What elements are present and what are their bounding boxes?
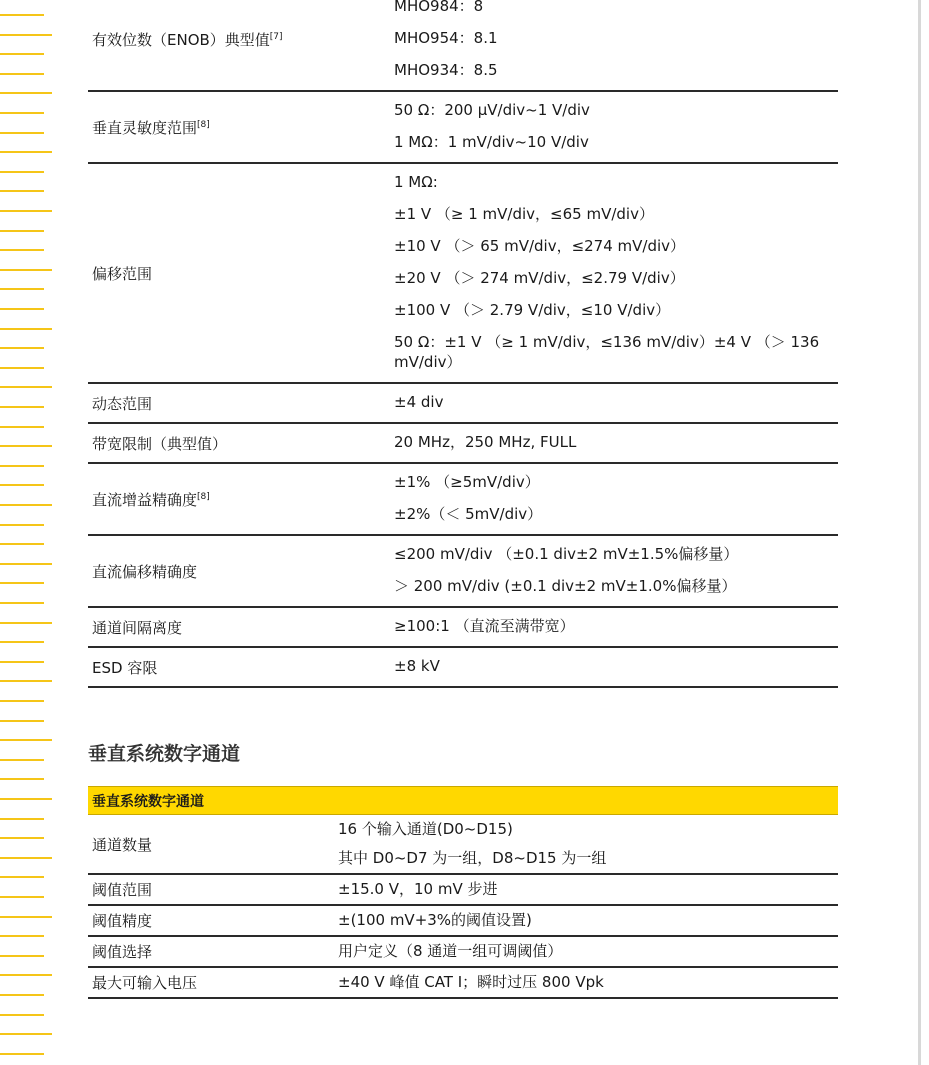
spec-name-text: 通道间隔离度: [92, 618, 183, 637]
table-row: [88, 423, 838, 463]
spec-name: [88, 815, 338, 875]
spec-name-text: 阈值选择: [92, 943, 153, 961]
footnote-ref: [8]: [197, 119, 210, 130]
spec-name-text: 偏移范围: [92, 264, 153, 283]
spec-name: [88, 91, 394, 163]
table-row: [88, 607, 838, 647]
spec-value: [338, 905, 838, 936]
spec-value: [338, 967, 838, 998]
spec-value-line: ±2%（＜ 5mV/div）: [394, 505, 543, 523]
spec-value-line: MHO934：8.5: [394, 61, 498, 79]
table-row: [88, 0, 838, 91]
spec-value-line: ≥100:1 （直流至满带宽）: [394, 617, 575, 635]
page-edge-line: [918, 0, 921, 1065]
spec-value-line: 16 个输入通道(D0~D15): [338, 820, 513, 838]
table-row: [88, 535, 838, 607]
table-header: 垂直系统数字通道: [88, 787, 838, 815]
spec-name: [88, 647, 394, 687]
spec-value-line: 用户定义（8 通道一组可调阈值）: [338, 942, 563, 960]
spec-name-text: 直流增益精确度: [92, 490, 198, 509]
spec-name-text: 最大可输入电压: [92, 974, 198, 992]
spec-value-line: ≤200 mV/div （±0.1 div±2 mV±1.5%偏移量）: [394, 545, 739, 563]
spec-value: [394, 383, 838, 423]
spec-name: [88, 0, 394, 91]
spec-name: [88, 423, 394, 463]
section-title: 垂直系统数字通道: [88, 743, 241, 765]
spec-name-text: 有效位数（ENOB）典型值: [92, 30, 270, 49]
spec-value-line: ±20 V （＞ 274 mV/div，≤2.79 V/div）: [394, 269, 685, 287]
spec-name: [88, 936, 338, 967]
spec-value-line: ±40 V 峰值 CAT I；瞬时过压 800 Vpk: [338, 973, 604, 991]
spec-name-text: 直流偏移精确度: [92, 562, 198, 581]
spec-value-line: ±(100 mV+3%的阈值设置): [338, 911, 532, 929]
spec-value: [394, 647, 838, 687]
spec-value-line: ±100 V （＞ 2.79 V/div，≤10 V/div）: [394, 301, 671, 319]
spec-value: [394, 91, 838, 163]
spec-name: [88, 163, 394, 383]
spec-value-line: MHO984：8: [394, 0, 484, 15]
spec-value-line: ±1 V （≥ 1 mV/div，≤65 mV/div）: [394, 205, 654, 223]
spec-value: [394, 463, 838, 535]
table-header-row: [88, 787, 838, 815]
digital-spec-table: [88, 786, 838, 999]
spec-value: [394, 163, 838, 383]
table-row: [88, 463, 838, 535]
spec-value: [394, 535, 838, 607]
spec-value: [394, 423, 838, 463]
spec-value-line: 1 MΩ：1 mV/div~10 V/div: [394, 133, 589, 151]
spec-name: [88, 967, 338, 998]
spec-value-line: 50 Ω：200 μV/div~1 V/div: [394, 101, 590, 119]
table-row: [88, 874, 838, 905]
table-row: [88, 936, 838, 967]
spec-value-line: ±10 V （＞ 65 mV/div，≤274 mV/div）: [394, 237, 686, 255]
spec-value: [394, 607, 838, 647]
spec-name-text: 通道数量: [92, 835, 153, 854]
footnote-ref: [7]: [269, 31, 283, 42]
footnote-ref: [8]: [197, 491, 210, 502]
spec-name-text: 阈值范围: [92, 881, 153, 899]
spec-name-text: 垂直灵敏度范围: [92, 118, 198, 137]
spec-value: [338, 936, 838, 967]
spec-value-line: 20 MHz，250 MHz, FULL: [394, 433, 577, 451]
table-row: [88, 905, 838, 936]
spec-name: [88, 874, 338, 905]
spec-value-line: ±1% （≥5mV/div）: [394, 473, 540, 491]
spec-value-line: ±8 kV: [394, 657, 440, 675]
spec-name: [88, 607, 394, 647]
table-row: [88, 967, 838, 998]
table-row: [88, 647, 838, 687]
spec-value-line: ±4 div: [394, 393, 444, 411]
margin-decoration: [0, 0, 60, 1065]
spec-name: [88, 905, 338, 936]
spec-value-line: 1 MΩ:: [394, 173, 438, 191]
spec-name: [88, 463, 394, 535]
table-row: [88, 815, 838, 875]
spec-name: [88, 535, 394, 607]
spec-value: [338, 815, 838, 875]
spec-value: [394, 0, 838, 91]
spec-value: [338, 874, 838, 905]
table-row: [88, 163, 838, 383]
spec-name-text: 带宽限制（典型值）: [92, 434, 228, 453]
spec-name: [88, 383, 394, 423]
table-row: [88, 91, 838, 163]
spec-value-line: MHO954：8.1: [394, 29, 498, 47]
spec-value-line: ＞ 200 mV/div (±0.1 div±2 mV±1.0%偏移量）: [394, 577, 737, 595]
spec-name-text: 动态范围: [92, 394, 153, 413]
analog-spec-table: [88, 0, 838, 688]
spec-name-text: ESD 容限: [92, 658, 158, 677]
table-row: [88, 383, 838, 423]
spec-name-text: 阈值精度: [92, 912, 153, 930]
spec-value-line: ±15.0 V，10 mV 步进: [338, 880, 498, 898]
spec-value-line: 其中 D0~D7 为一组，D8~D15 为一组: [338, 849, 607, 867]
spec-value-line: 50 Ω：±1 V （≥ 1 mV/div，≤136 mV/div）±4 V （＞ 136 mV/div）: [394, 333, 820, 371]
